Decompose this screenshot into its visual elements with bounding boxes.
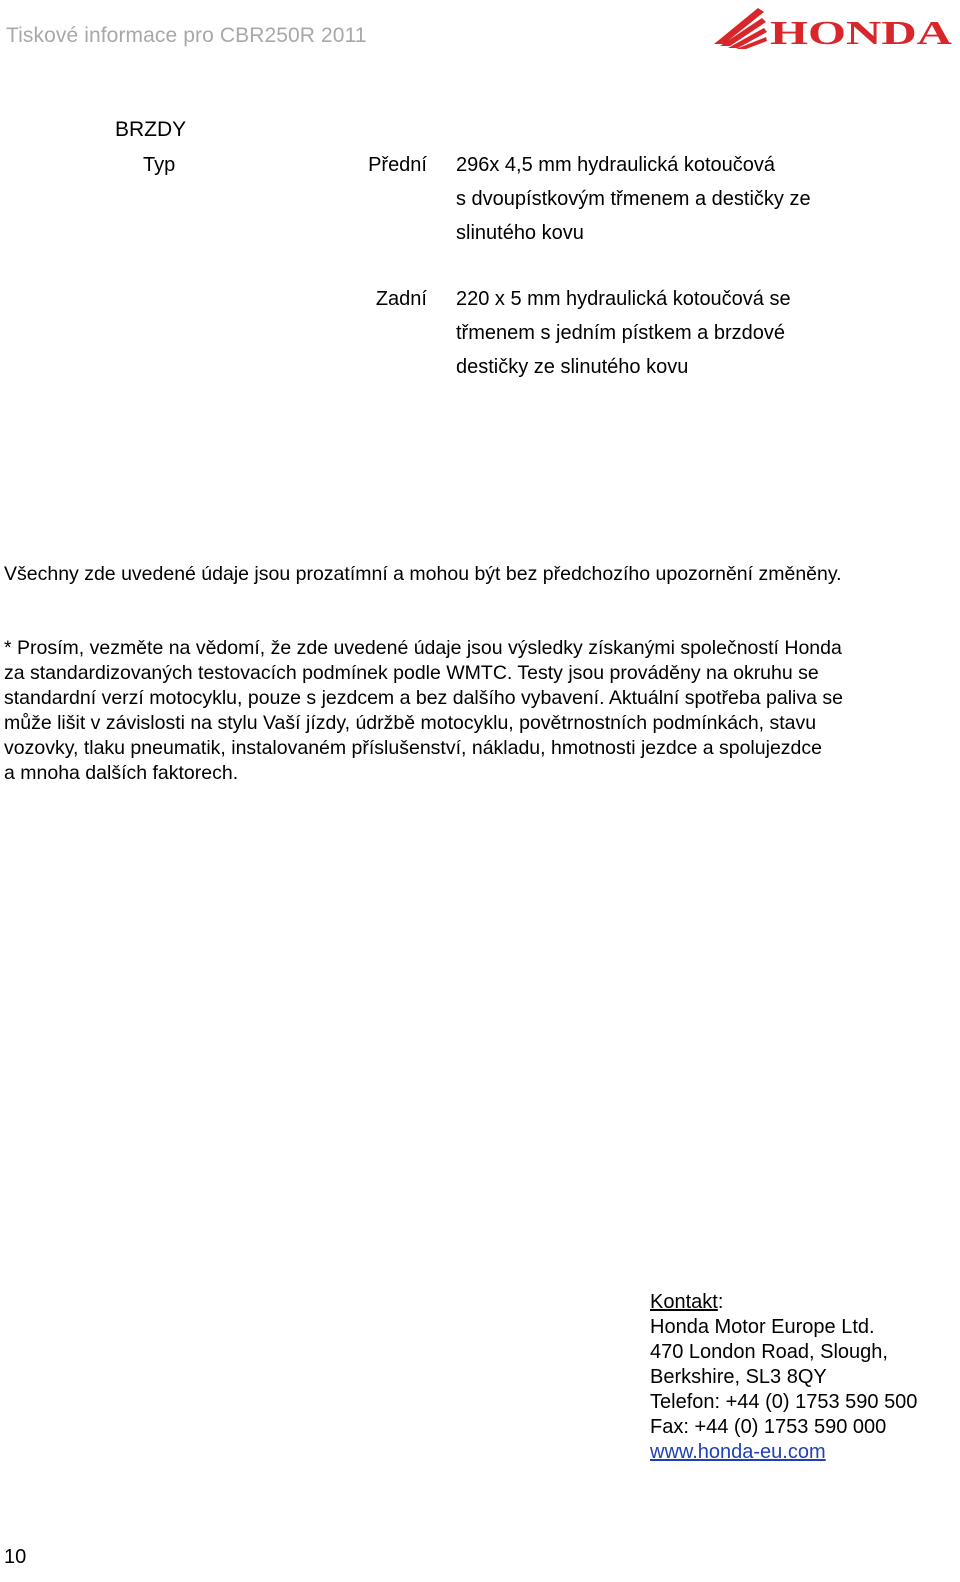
contact-address-line1: 470 London Road, Slough, (650, 1341, 888, 1363)
contact-label: Kontakt (650, 1291, 718, 1313)
footnote-line: * Prosím, vezměte na vědomí, že zde uvedené údaje jsou výsledky získanými společností Honda (4, 637, 842, 659)
footnote-paragraph (4, 636, 954, 786)
contact-website-link[interactable]: www.honda-eu.com (650, 1441, 826, 1463)
disclaimer-text: Všechny zde uvedené údaje jsou prozatímní a mohou být bez předchozího upozornění změněny. (4, 563, 842, 585)
footnote-line: za standardizovaných testovacích podmínek podle WMTC. Testy jsou prováděny na okruhu se (4, 662, 819, 684)
spec-value-line: třmenem s jedním pístkem a brzdové (456, 322, 786, 344)
honda-wing-icon (714, 8, 767, 49)
spec-value-line: 220 x 5 mm hydraulická kotoučová se (456, 288, 791, 310)
spec-value-line: s dvoupístkovým třmenem a destičky ze (456, 188, 811, 210)
footnote-line: standardní verzí motocyklu, pouze s jezdcem a bez dalšího vybavení. Aktuální spotřeba paliva se (4, 687, 843, 709)
contact-fax: Fax: +44 (0) 1753 590 000 (650, 1416, 887, 1438)
page-number: 10 (4, 1546, 27, 1568)
document-header-title: Tiskové informace pro CBR250R 2011 (6, 24, 367, 47)
footnote-line: vozovky, tlaku pneumatik, instalovaném příslušenství, nákladu, hmotnosti jezdce a spolujezdce (4, 737, 822, 759)
section-title-brzdy: BRZDY (115, 118, 187, 141)
contact-phone: Telefon: +44 (0) 1753 590 500 (650, 1391, 918, 1413)
spec-label-rear: Zadní (375, 288, 427, 310)
spec-value-line: destičky ze slinutého kovu (456, 356, 689, 378)
footnote-line: může lišit v závislosti na stylu Vaší jízdy, údržbě motocyklu, povětrnostních podmínkách, stavu (4, 712, 817, 734)
honda-logo (712, 6, 956, 50)
contact-colon: : (717, 1291, 724, 1313)
spec-value-rear (456, 282, 896, 384)
contact-company: Honda Motor Europe Ltd. (650, 1316, 875, 1338)
spec-value-line: slinutého kovu (456, 222, 584, 244)
contact-address-line2: Berkshire, SL3 8QY (650, 1366, 827, 1388)
spec-value-front (456, 148, 896, 250)
contact-block (650, 1290, 917, 1465)
footnote-line: a mnoha dalších faktorech. (4, 762, 239, 784)
spec-label-type: Typ (143, 154, 176, 176)
honda-logo-text: HONDA (770, 15, 953, 50)
contact-heading (650, 1290, 917, 1315)
spec-value-line: 296x 4,5 mm hydraulická kotoučová (456, 154, 776, 176)
spec-label-front: Přední (368, 154, 427, 176)
